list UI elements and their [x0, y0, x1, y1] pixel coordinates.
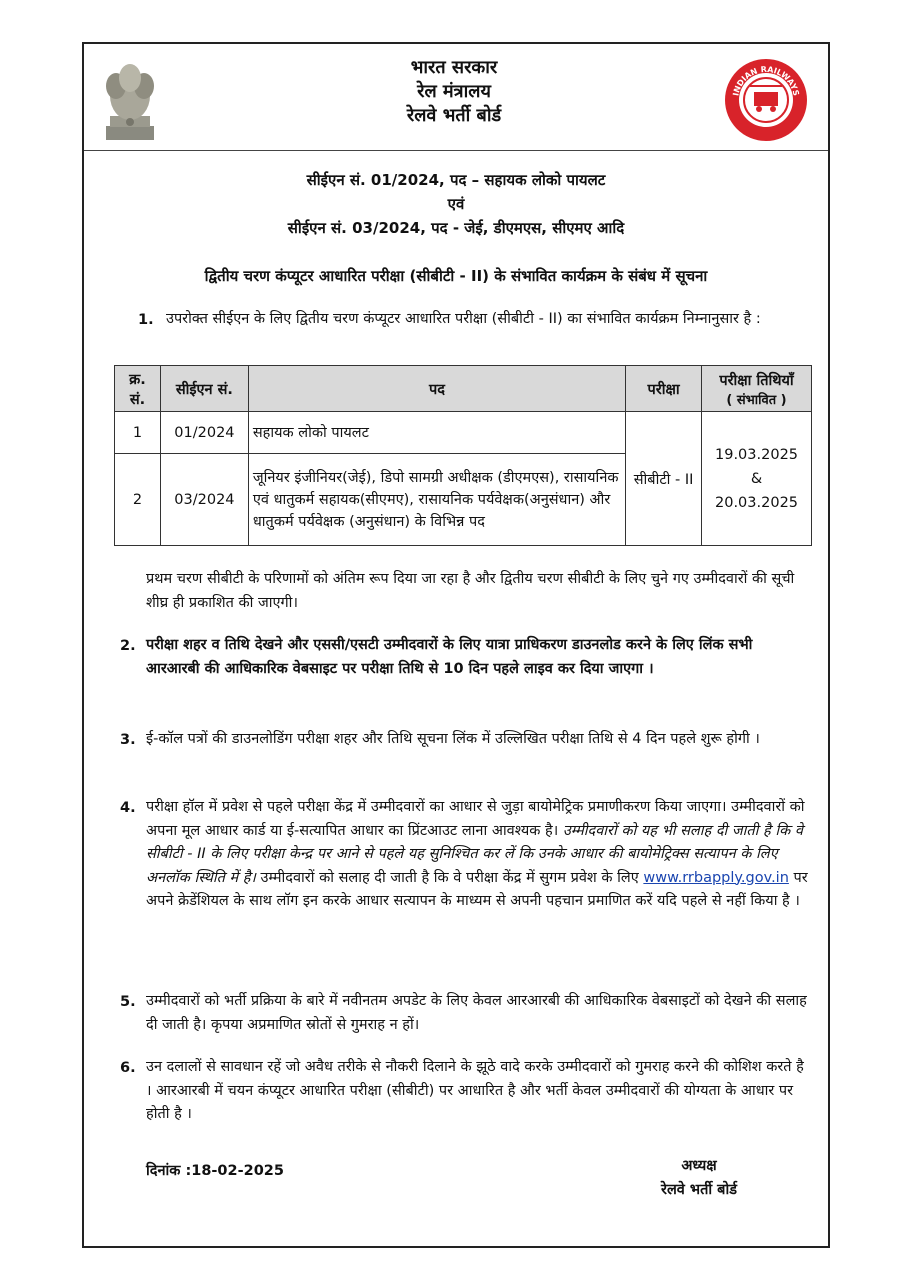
point-5-text: उम्मीदवारों को भर्ती प्रक्रिया के बारे में नवीनतम अपडेट के लिए केवल आरआरबी की आधिकारिक वेबसाइटों को देखने की सलाह दी जाती है। कृपया अप्रमाणित स्रोतों से गुमराह न हों। — [146, 993, 807, 1033]
header-line-ministry: रेल मंत्रालय — [417, 81, 491, 102]
row-2-post: जूनियर इंजीनियर(जेई), डिपो सामग्री अधीक्षक (डीएमएस), रासायनिक एवं धातुकर्म सहायक(सीएमए), रासायनिक पर्यवेक्षक(अनुसंधान) और धातुकर्म पर्यवेक्षक (अनुसंधान) के विभिन्न पद — [248, 454, 625, 546]
letterhead — [84, 44, 828, 154]
point-4-part-b: उम्मीदवारों को सलाह दी जाती है कि वे परीक्षा केंद्र में सुगम प्रवेश के लिए — [255, 869, 644, 886]
cen-3-line: सीईएन सं. 03/2024, पद - जेई, डीएमएस, सीएमए आदि — [287, 219, 625, 237]
row-2-cen: 03/2024 — [160, 454, 248, 546]
date-1: 19.03.2025 — [715, 446, 799, 463]
notice-subject: द्वितीय चरण कंप्यूटर आधारित परीक्षा (सीबीटी - II) के संभावित कार्यक्रम के संबंध में सूचना — [204, 267, 708, 285]
notice-date: दिनांक :18-02-2025 — [146, 1163, 284, 1179]
point-6-number: 6. — [120, 1060, 136, 1076]
national-emblem-icon — [98, 56, 162, 142]
date-amp: & — [750, 470, 763, 487]
exam-cell: सीबीटी - II — [626, 412, 702, 546]
row-2-sn: 2 — [115, 454, 161, 546]
col-exam: परीक्षा — [626, 366, 702, 412]
point-1-number: 1. — [138, 312, 154, 328]
date-2: 20.03.2025 — [715, 494, 799, 511]
point-5-number: 5. — [120, 994, 136, 1010]
dates-cell — [702, 412, 812, 546]
point-1-followup: प्रथम चरण सीबीटी के परिणामों को अंतिम रूप दिया जा रहा है और द्वितीय चरण सीबीटी के लिए चुने गए उम्मीदवारों की सूची शीघ्र ही प्रकाशित की जाएगी। — [146, 571, 795, 611]
row-1-sn: 1 — [115, 412, 161, 454]
col-post: पद — [248, 366, 625, 412]
and-line: एवं — [447, 195, 465, 213]
table-header-row — [115, 366, 812, 412]
point-6-text: उन दलालों से सावधान रहें जो अवैध तरीके से नौकरी दिलाने के झूठे वादे करके उम्मीदवारों को गुमराह करने की कोशिश करते है । आरआरबी में चयन कंप्यूटर आधारित परीक्षा (सीबीटी) पर आधारित है और भर्ती केवल उम्मीदवारों की योग्यता के आधार पर होती है । — [146, 1059, 804, 1122]
rrbapply-link[interactable]: www.rrbapply.gov.in — [643, 869, 789, 886]
signatory-designation: अध्यक्ष — [681, 1158, 717, 1174]
header-line-govt: भारत सरकार — [410, 57, 498, 78]
point-4-italic-advice: उम्मीदवारों को यह भी सलाह दी जाती है कि वे सीबीटी - II के लिए परीक्षा केन्द्र पर आने से पहले यह सुनिश्चित कर लें कि उनके आधार की बायोमेट्रिक्स सत्यापन के लिए अनलॉक स्थिति में है। — [146, 822, 803, 886]
col-dates-sub: ( संभावित ) — [726, 392, 787, 408]
col-dates-title: परीक्षा तिथियाँ — [719, 372, 794, 389]
signatory-office: रेलवे भर्ती बोर्ड — [661, 1182, 737, 1198]
point-4-number: 4. — [120, 800, 136, 816]
point-1-text: उपरोक्त सीईएन के लिए द्वितीय चरण कंप्यूटर आधारित परीक्षा (सीबीटी - II) का संभावित कार्यक्रम निम्नानुसार है : — [166, 311, 761, 327]
indian-railways-logo-icon — [724, 58, 808, 142]
logo-ring-text: INDIAN RAILWAYS — [731, 64, 801, 97]
cen-1-line: सीईएन सं. 01/2024, पद – सहायक लोको पायलट — [306, 171, 606, 189]
signatory-block — [614, 1154, 784, 1202]
col-dates — [702, 366, 812, 412]
row-1-post: सहायक लोको पायलट — [248, 412, 625, 454]
point-3-text: ई-कॉल पत्रों की डाउनलोडिंग परीक्षा शहर और तिथि सूचना लिंक में उल्लिखित परीक्षा तिथि से 4 दिन पहले शुरू होगी । — [146, 731, 760, 747]
header-divider — [84, 150, 828, 151]
notice-page — [82, 42, 830, 1248]
row-1-cen: 01/2024 — [160, 412, 248, 454]
table-row — [115, 412, 812, 454]
col-sn: क्र. सं. — [115, 366, 161, 412]
point-4-part-c: पर अपने क्रेडेंशियल के साथ लॉग इन करके आधार सत्यापन के माध्यम से अपनी पहचान प्रमाणित करें यदि पहले से नहीं किया है । — [146, 869, 808, 909]
point-4-text — [146, 796, 808, 914]
header-line-board: रेलवे भर्ती बोर्ड — [406, 105, 502, 126]
schedule-table — [114, 365, 812, 546]
point-4-part-a: परीक्षा हॉल में प्रवेश से पहले परीक्षा केंद्र में उम्मीदवारों का आधार से जुड़ा बायोमेट्रिक प्रमाणीकरण किया जाएगा। उम्मीदवारों को अपना मूल आधार कार्ड या ई-सत्यापित आधार का प्रिंटआउट लाना आवश्यक है। — [146, 799, 805, 839]
point-3-number: 3. — [120, 732, 136, 748]
point-2-number: 2. — [120, 638, 136, 654]
point-2-text: परीक्षा शहर व तिथि देखने और एससी/एसटी उम्मीदवारों के लिए यात्रा प्राधिकरण डाउनलोड करने के लिए लिंक सभी आरआरबी की आधिकारिक वेबसाइट पर परीक्षा तिथि से 10 दिन पहले लाइव कर दिया जाएगा । — [146, 637, 753, 677]
col-cen: सीईएन सं. — [160, 366, 248, 412]
